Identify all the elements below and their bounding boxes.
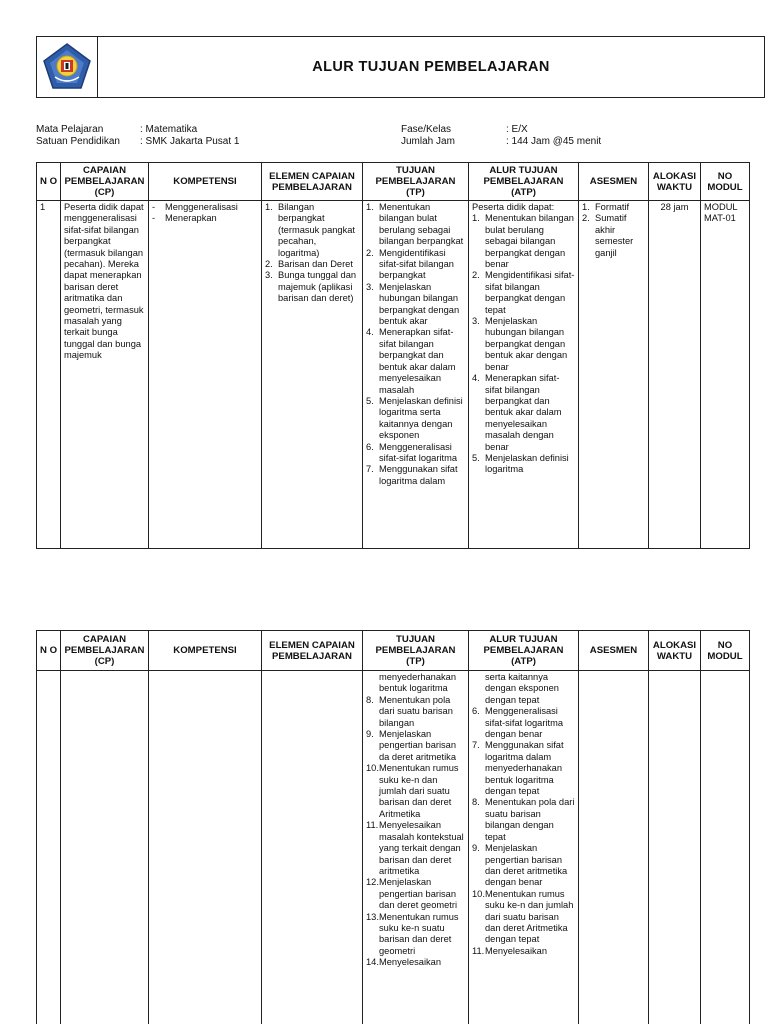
cell-no: 1	[37, 201, 61, 549]
fase-kelas-label: Fase/Kelas	[401, 124, 452, 135]
list-item: 8. Menentukan pola dari suatu barisan bilangan	[366, 694, 453, 728]
table-row	[37, 671, 750, 1024]
mata-pelajaran-value: : Matematika	[140, 124, 198, 135]
list-item: 3. Bunga tunggal dan majemuk (aplikasi barisan dan deret)	[265, 270, 357, 304]
tp-continued-text: menyederhanakan bentuk logaritma	[379, 672, 457, 694]
tp-list	[366, 695, 465, 969]
cell-atp	[469, 671, 579, 1024]
mata-pelajaran-label: Mata Pelajaran	[36, 124, 104, 135]
cell-asesmen	[579, 671, 649, 1024]
cell-kompetensi	[149, 201, 262, 549]
col-header-modul: NO MODUL	[701, 631, 750, 671]
table-header-row	[37, 163, 750, 201]
list-item: 12. Menjelaskan pengertian barisan dan deret geometri	[366, 877, 458, 911]
col-header-atp: ALUR TUJUAN PEMBELAJARAN (ATP)	[469, 163, 579, 201]
atp-continued-text: serta kaitannya dengan eksponen dengan tepat	[485, 672, 559, 705]
list-item: - Menggeneralisasi	[152, 202, 238, 212]
list-item: 2. Sumatif akhir semester ganjil	[582, 213, 634, 258]
satuan-pendidikan-value: : SMK Jakarta Pusat 1	[140, 136, 240, 147]
list-item: 3. Menjelaskan hubungan bilangan berpangkat dengan bentuk akar	[366, 281, 460, 327]
cell-modul: MODUL MAT-01	[701, 201, 750, 549]
list-item: 2. Mengidentifikasi sifat-sifat bilangan berpangkat dengan tepat	[472, 270, 575, 315]
col-header-kompetensi: KOMPETENSI	[149, 163, 262, 201]
col-header-asesmen: ASESMEN	[579, 631, 649, 671]
cell-no	[37, 671, 61, 1024]
atp-list	[472, 706, 575, 957]
col-header-alokasi: ALOKASI WAKTU	[649, 631, 701, 671]
document-title: ALUR TUJUAN PEMBELAJARAN	[312, 59, 550, 75]
col-header-no: N O	[37, 163, 61, 201]
meta-info	[36, 124, 765, 150]
col-header-tp: TUJUAN PEMBELAJARAN (TP)	[363, 163, 469, 201]
kompetensi-list	[152, 202, 258, 225]
list-item: 7. Menggunakan sifat logaritma dalam menyederhanakan bentuk logaritma dengan tepat	[472, 740, 564, 797]
list-item: 9. Menjelaskan pengertian barisan da deret aritmetika	[366, 729, 457, 762]
list-item: 7. Menggunakan sifat logaritma dalam	[366, 464, 458, 486]
fase-kelas-value: : E/X	[506, 124, 528, 135]
cell-asesmen	[579, 201, 649, 549]
cell-kompetensi	[149, 671, 262, 1024]
list-item: 13. Menentukan rumus suku ke-n suatu barisan dan deret geometri	[366, 911, 459, 956]
cell-cp	[61, 671, 149, 1024]
col-header-modul: NO MODUL	[701, 163, 750, 201]
list-item: 1. Menentukan bilangan bulat berulang sebagai bilangan berpangkat dengan benar	[472, 213, 574, 270]
table-header-row	[37, 631, 750, 671]
list-item: 2. Mengidentifikasi sifat-sifat bilangan berpangkat	[366, 247, 454, 281]
col-header-alokasi: ALOKASI WAKTU	[649, 163, 701, 201]
cell-alokasi: 28 jam	[649, 201, 701, 549]
list-item: 1. Bilangan berpangkat (termasuk pangkat pecahan, logaritma)	[265, 202, 355, 258]
col-header-asesmen: ASESMEN	[579, 163, 649, 201]
list-item: 1. Formatif	[582, 202, 630, 212]
cell-elemen	[262, 671, 363, 1024]
school-logo-icon	[41, 41, 93, 93]
elemen-list	[265, 202, 359, 305]
list-item: 10. Menentukan rumus suku ke-n dan jumlah dari suatu barisan dan deret Aritmetika	[366, 763, 459, 819]
list-item: 5. Menjelaskan definisi logaritma	[472, 452, 569, 475]
list-item: 6. Menggeneralisasi sifat-sifat logaritma dengan benar	[472, 706, 564, 740]
list-item: 9. Menjelaskan pengertian barisan dan deret aritmetika dengan benar	[472, 843, 568, 888]
cell-atp	[469, 201, 579, 549]
list-item: 2. Barisan dan Deret	[265, 259, 353, 270]
list-item: 14. Menyelesaikan	[366, 957, 442, 968]
col-header-cp: CAPAIAN PEMBELAJARAN (CP)	[61, 163, 149, 201]
list-item: 4. Menerapkan sifat-sifat bilangan berpangkat dan bentuk akar dalam menyelesaikan masalah dengan benar	[472, 373, 562, 452]
list-item: 3. Menjelaskan hubungan bilangan berpangkat dengan bentuk akar dengan benar	[472, 316, 568, 372]
document-header	[36, 36, 765, 98]
list-item: 5. Menjelaskan definisi logaritma serta kaitannya dengan eksponen	[366, 395, 463, 441]
list-item: 11. Menyelesaikan masalah kontekstual yang terkait dengan barisan dan deret aritmetika	[366, 820, 464, 876]
list-item: 6. Menggeneralisasi sifat-sifat logaritma	[366, 441, 458, 463]
atp-table-page-1	[36, 162, 750, 549]
col-header-no: N O	[37, 631, 61, 671]
jumlah-jam-label: Jumlah Jam	[401, 136, 455, 147]
jumlah-jam-value: : 144 Jam @45 menit	[506, 136, 602, 147]
cell-alokasi	[649, 671, 701, 1024]
list-item: - Menerapkan	[152, 213, 217, 224]
atp-intro: Peserta didik dapat:	[472, 202, 555, 212]
cell-tp	[363, 201, 469, 549]
list-item: 10. Menentukan rumus suku ke-n dan jumlah dari suatu barisan dan deret Aritmetika dengan tepat	[472, 888, 574, 945]
cell-tp	[363, 671, 469, 1024]
col-header-tp: TUJUAN PEMBELAJARAN (TP)	[363, 631, 469, 671]
col-header-elemen: ELEMEN CAPAIAN PEMBELAJARAN	[262, 163, 363, 201]
col-header-kompetensi: KOMPETENSI	[149, 631, 262, 671]
col-header-cp: CAPAIAN PEMBELAJARAN (CP)	[61, 631, 149, 671]
list-item: 11. Menyelesaikan	[472, 945, 548, 956]
satuan-pendidikan-label: Satuan Pendidikan	[36, 136, 120, 147]
list-item: 4. Menerapkan sifat-sifat bilangan berpangkat dan bentuk akar dalam menyelesaikan masalah	[366, 327, 456, 395]
list-item: 8. Menentukan pola dari suatu barisan bilangan dengan tepat	[472, 797, 575, 842]
list-item: 1. Menentukan bilangan bulat berulang sebagai bilangan berpangkat	[366, 202, 464, 247]
cell-modul	[701, 671, 750, 1024]
atp-list	[472, 213, 575, 475]
school-logo-cell	[37, 37, 98, 97]
col-header-atp: ALUR TUJUAN PEMBELAJARAN (ATP)	[469, 631, 579, 671]
col-header-elemen: ELEMEN CAPAIAN PEMBELAJARAN	[262, 631, 363, 671]
table-continuation-clip	[36, 630, 756, 1024]
table-row	[37, 201, 750, 549]
atp-table-page-2	[36, 630, 750, 1024]
tp-list	[366, 202, 465, 487]
cell-cp: Peserta didik dapat menggeneralisasi sifat-sifat bilangan berpangkat (termasuk bilangan pecahan). Mereka dapat menerapkan barisan deret aritmatika dan geometri, termasuk masalah yang terkait bunga tunggal dan bunga majemuk	[61, 201, 149, 549]
asesmen-list	[582, 202, 645, 259]
cell-elemen	[262, 201, 363, 549]
